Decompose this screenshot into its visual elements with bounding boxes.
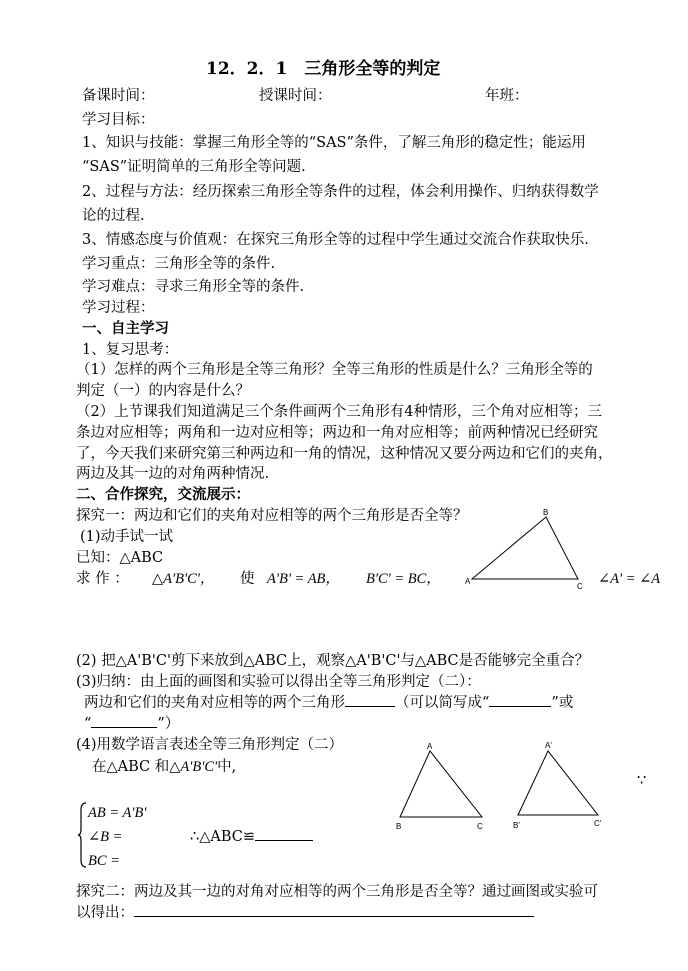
question-2-line-3: 了，今天我们来研究第三种两边和一角的情况，这种情况又要分两边和它们的夹角， bbox=[76, 446, 613, 462]
equation-bc: B'C' = BC， bbox=[366, 571, 441, 587]
difficulty: 学习难点：寻求三角形全等的条件. bbox=[82, 279, 305, 295]
abbr-quote-open: “ bbox=[84, 716, 92, 732]
vertex-c-label-2: C bbox=[477, 822, 483, 831]
vertex-b-label-2: B bbox=[396, 822, 402, 831]
goal-2-line-1: 2、过程与方法：经历探索三角形全等条件的过程，体会利用操作、归纳获得数学 bbox=[82, 184, 599, 200]
in-triangles-text: 在△ABC 和 bbox=[92, 759, 170, 775]
system-line-2: ∠B = bbox=[88, 829, 123, 845]
question-2-line-1: （2）上节课我们知道满足三个条件画两个三角形有4种情形，三个角对应相等；三 bbox=[76, 404, 602, 420]
vertex-c-label: C bbox=[577, 582, 583, 591]
step-2: (2) 把△A'B'C'剪下来放到△ABC上，观察△A'B'C'与△ABC是否能够完全重合？ bbox=[76, 653, 590, 669]
abbr-blank-1[interactable] bbox=[489, 706, 551, 707]
triangle-abc-prime bbox=[518, 751, 598, 815]
system-line-1: AB = A'B' bbox=[88, 805, 147, 821]
conclusion-text: 两边和它们的夹角对应相等的两个三角形 bbox=[84, 695, 345, 711]
conclusion-line bbox=[84, 694, 573, 712]
section-1-heading: 一、自主学习 bbox=[82, 320, 169, 337]
vertex-a-label-2: A bbox=[427, 742, 433, 751]
grade-label: 年班： bbox=[485, 88, 529, 104]
vertex-a-prime-label: A' bbox=[545, 741, 552, 750]
abbr-line-2 bbox=[84, 715, 179, 733]
review-heading: 1、复习思考： bbox=[82, 342, 179, 358]
vertex-b-prime-label: B' bbox=[513, 821, 520, 830]
equation-angle: ∠A' = ∠A bbox=[598, 571, 661, 587]
conclusion-blank[interactable] bbox=[345, 706, 395, 707]
therefore-line bbox=[190, 828, 313, 846]
triangle-abc-figure-2 bbox=[392, 742, 492, 834]
construct-label: 求 作 ： bbox=[76, 571, 129, 587]
vertex-c-prime-label: C' bbox=[594, 819, 602, 828]
goal-2-line-2: 论的过程. bbox=[82, 208, 145, 224]
triangle-abc-prime-figure bbox=[510, 740, 610, 832]
question-1-line-1: （1）怎样的两个三角形是全等三角形？全等三角形的性质是什么？三角形全等的 bbox=[76, 362, 593, 378]
triangle-abc bbox=[472, 517, 578, 579]
step-3: (3)归纳：由上面的画图和实验可以得出全等三角形判定（二）： bbox=[76, 674, 481, 690]
equation-ab: A'B' = AB， bbox=[267, 571, 340, 587]
goal-3: 3、情感态度与价值观：在探究三角形全等的过程中学生通过交流合作获取快乐. bbox=[82, 232, 589, 248]
vertex-b-label: B bbox=[543, 508, 549, 517]
process-heading: 学习过程： bbox=[82, 300, 155, 316]
step-4: (4)用数学语言表述全等三角形判定（二） bbox=[76, 737, 344, 753]
explore-2-line-1: 探究二：两边及其一边的对角对应相等的两个三角形是否全等？通过画图或实验可 bbox=[76, 884, 598, 900]
prep-time-label: 备课时间： bbox=[82, 88, 155, 104]
explore-2-text: 以得出： bbox=[76, 905, 134, 921]
construct-use: 使 bbox=[240, 571, 255, 587]
in-triangles-end: 中, bbox=[217, 759, 237, 775]
try-it: (1)动手试一试 bbox=[80, 529, 174, 545]
explore-2-line-2 bbox=[76, 904, 534, 922]
goal-1-line-2: “SAS”证明简单的三角形全等问题. bbox=[82, 159, 306, 175]
given: 已知：△ABC bbox=[76, 550, 164, 566]
key-point: 学习重点：三角形全等的条件. bbox=[82, 256, 276, 272]
vertex-a-label: A bbox=[465, 577, 471, 586]
abbr-open: （可以简写成“ bbox=[395, 695, 490, 711]
question-2-line-4: 两边及其一边的对角两种情况. bbox=[76, 466, 270, 482]
triangle-abc-figure bbox=[460, 506, 590, 594]
goal-1-line-1: 1、知识与技能：掌握三角形全等的“SAS”条件，了解三角形的稳定性；能运用 bbox=[82, 135, 586, 151]
in-triangles-prime: △A'B'C' bbox=[169, 759, 218, 775]
therefore-text: ∴△ABC≌ bbox=[190, 829, 256, 845]
because-symbol: ∵ bbox=[637, 773, 647, 789]
system-line-3: BC = bbox=[88, 853, 120, 869]
section-2-heading: 二、合作探究，交流展示： bbox=[76, 486, 250, 503]
class-time-label: 授课时间： bbox=[259, 88, 332, 104]
page-title: 12．2．1 三角形全等的判定 bbox=[206, 59, 441, 79]
goals-heading: 学习目标： bbox=[82, 112, 155, 128]
explore-2-blank[interactable] bbox=[134, 916, 534, 917]
construct-triangle: △A'B'C'， bbox=[152, 571, 215, 587]
in-triangles bbox=[92, 758, 236, 776]
abbr-blank-2[interactable] bbox=[91, 727, 157, 728]
congruent-blank[interactable] bbox=[255, 840, 313, 841]
abbr-close: ”） bbox=[157, 716, 180, 732]
question-1-line-2: 判定（一）的内容是什么？ bbox=[76, 383, 250, 399]
explore-1: 探究一：两边和它们的夹角对应相等的两个三角形是否全等？ bbox=[76, 508, 468, 524]
triangle-abc-2 bbox=[400, 751, 482, 817]
question-2-line-2: 条边对应相等；两角和一边对应相等；两边和一角对应相等；前两种情况已经研究 bbox=[76, 425, 598, 441]
left-brace bbox=[78, 802, 88, 868]
abbr-or: ”或 bbox=[551, 695, 574, 711]
